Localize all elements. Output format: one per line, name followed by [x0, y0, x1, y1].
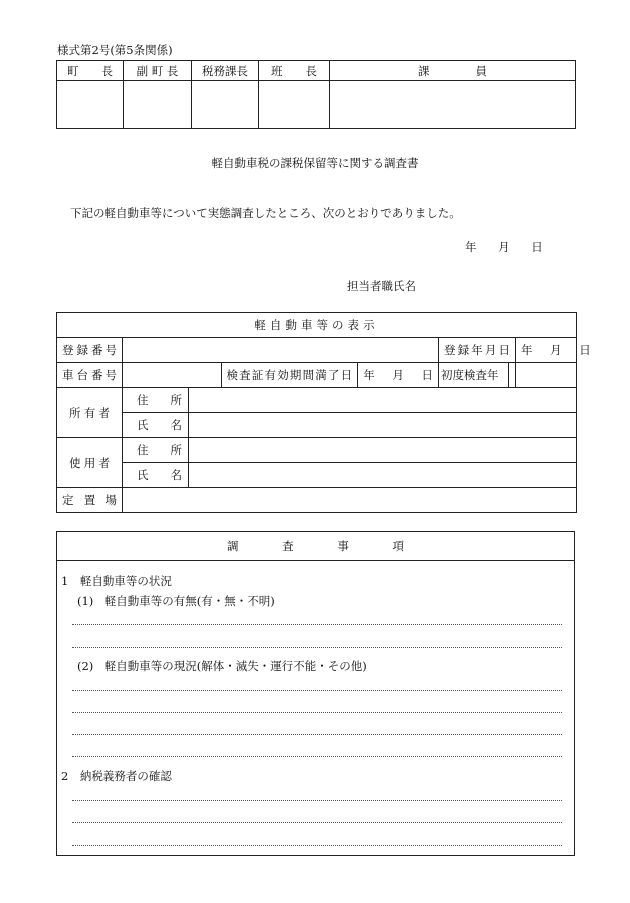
owner-name-field[interactable] — [189, 413, 577, 438]
inspection-expiry-field[interactable]: 年 月 日 — [363, 368, 433, 382]
answer-line-3[interactable] — [72, 690, 562, 691]
stamp-cell-tax-chief[interactable] — [192, 81, 259, 129]
vehicle-table-heading: 軽自動車等の表示 — [57, 313, 577, 338]
user-name-label: 氏名 — [123, 463, 189, 488]
approval-stamp-table — [56, 60, 576, 129]
stamp-cell-mayor[interactable] — [57, 81, 124, 129]
storage-place-field[interactable] — [123, 488, 577, 513]
user-name-field[interactable] — [189, 463, 577, 488]
survey-item-1-1: (1) 軽自動車等の有無(有・無・不明) — [77, 594, 275, 608]
first-inspection-field[interactable] — [516, 363, 577, 388]
chassis-no-field[interactable] — [123, 363, 221, 388]
answer-line-1[interactable] — [72, 624, 562, 625]
approval-header-mayor: 町 長 — [57, 61, 124, 81]
approval-header-group-leader: 班 長 — [259, 61, 330, 81]
answer-line-9[interactable] — [72, 845, 562, 846]
owner-label: 所有者 — [57, 388, 123, 438]
chassis-no-label: 車台番号 — [57, 363, 123, 388]
document-title: 軽自動車税の課税保留等に関する調査書 — [211, 156, 419, 170]
survey-item-1-2: (2) 軽自動車等の現況(解体・滅失・運行不能・その他) — [77, 659, 367, 673]
owner-name-label: 氏名 — [123, 413, 189, 438]
reg-no-label: 登録番号 — [57, 338, 123, 363]
vehicle-info-table — [56, 312, 591, 513]
storage-place-label: 定置場 — [57, 488, 123, 513]
survey-heading: 調 査 事 項 — [57, 532, 574, 561]
inspection-expiry-label: 検査証有効期間満了日 — [221, 363, 359, 387]
survey-section — [56, 531, 575, 856]
intro-text: 下記の軽自動車等について実態調査したところ、次のとおりでありました。 — [70, 206, 461, 220]
stamp-cell-group-leader[interactable] — [259, 81, 330, 129]
form-number-label: 様式第2号(第5条関係) — [57, 43, 173, 57]
reg-date-label: 登録年月日 — [439, 338, 516, 363]
answer-line-5[interactable] — [72, 734, 562, 735]
answer-line-2[interactable] — [72, 647, 562, 648]
owner-address-label: 住所 — [123, 388, 189, 413]
owner-address-field[interactable] — [189, 388, 577, 413]
staff-name-label: 担当者職氏名 — [347, 279, 416, 293]
user-address-label: 住所 — [123, 438, 189, 463]
answer-line-8[interactable] — [72, 822, 562, 823]
user-label: 使用者 — [57, 438, 123, 488]
stamp-cell-deputy-mayor[interactable] — [124, 81, 192, 129]
answer-line-6[interactable] — [72, 756, 562, 757]
stamp-cell-staff[interactable] — [330, 81, 576, 129]
survey-item-1: 1 軽自動車等の状況 — [61, 574, 172, 588]
first-inspection-label: 初度検査年 — [439, 363, 509, 387]
date-field[interactable]: 年 月 日 — [465, 240, 543, 254]
approval-header-deputy-mayor: 副 町 長 — [124, 61, 192, 81]
reg-no-field[interactable] — [123, 338, 439, 363]
approval-header-tax-chief: 税務課長 — [192, 61, 259, 81]
reg-date-field[interactable]: 年 月 日 — [516, 338, 577, 363]
approval-header-staff: 課 員 — [330, 61, 576, 81]
answer-line-7[interactable] — [72, 800, 562, 801]
user-address-field[interactable] — [189, 438, 577, 463]
survey-item-2: 2 納税義務者の確認 — [61, 769, 172, 783]
answer-line-4[interactable] — [72, 712, 562, 713]
